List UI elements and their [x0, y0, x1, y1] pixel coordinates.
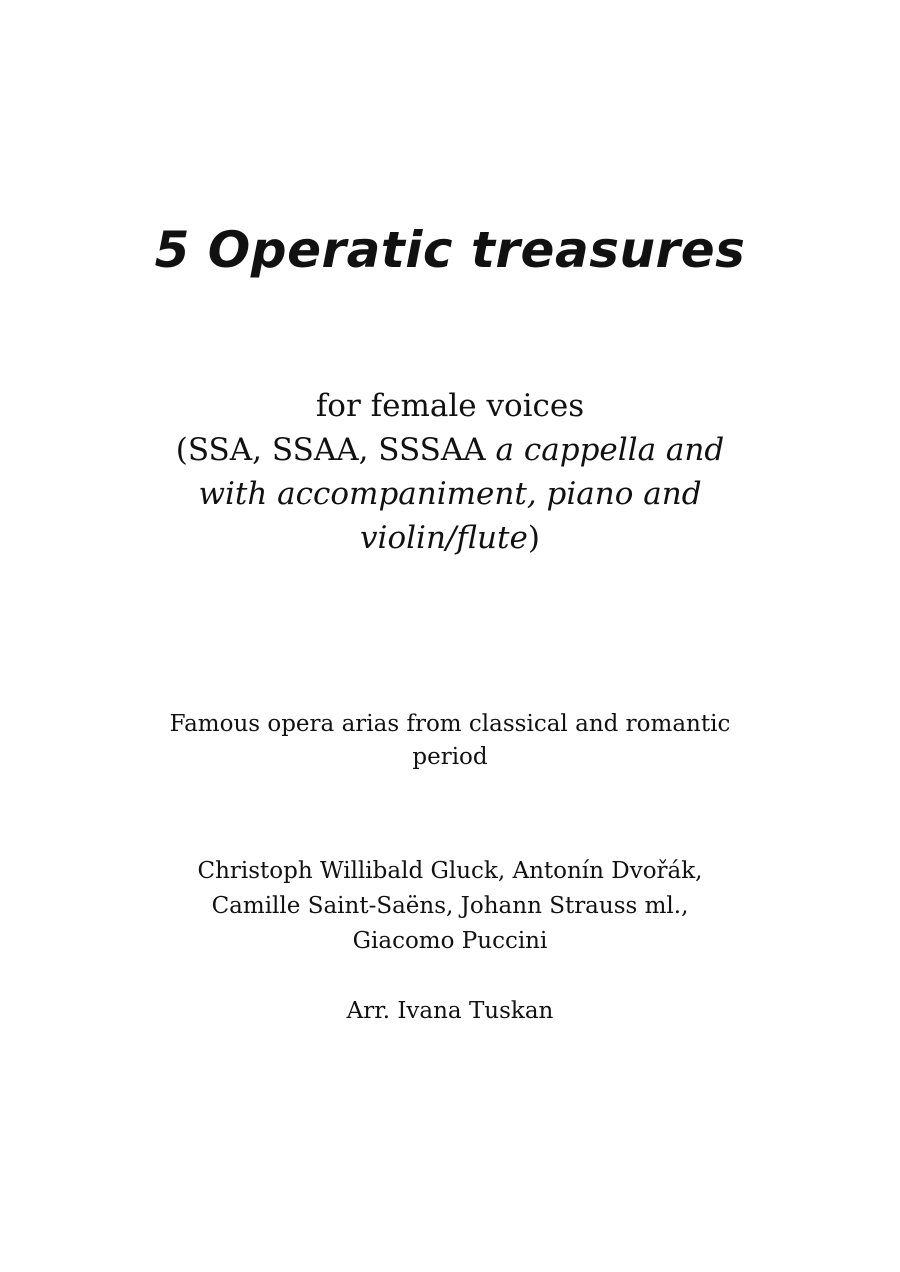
subtitle-line-1: for female voices	[315, 388, 585, 424]
subtitle-line-3: with accompaniment, piano and	[198, 476, 702, 512]
subtitle-voicing: (SSA, SSAA, SSSAA	[175, 432, 496, 468]
subtitle-line-2	[150, 428, 750, 472]
composers-line-3: Giacomo Puccini	[352, 928, 548, 954]
subtitle-instruments: violin/flute	[360, 520, 528, 556]
description-line-2: period	[412, 744, 488, 770]
composers-line-1: Christoph Willibald Gluck, Antonín Dvořák,	[197, 858, 703, 884]
page-title: 5 Operatic treasures	[154, 221, 746, 279]
scoring-subtitle	[150, 384, 750, 560]
subtitle-line-4	[150, 516, 750, 560]
subtitle-a-cappella: a cappella and	[495, 432, 725, 468]
description-line-1: Famous opera arias from classical and romantic	[169, 711, 731, 737]
subtitle-close-paren: )	[527, 520, 540, 556]
composer-list	[150, 854, 750, 959]
collection-description	[150, 708, 750, 774]
composers-line-2: Camille Saint-Saëns, Johann Strauss ml.,	[211, 893, 689, 919]
arranger-credit: Arr. Ivana Tuskan	[346, 998, 554, 1024]
